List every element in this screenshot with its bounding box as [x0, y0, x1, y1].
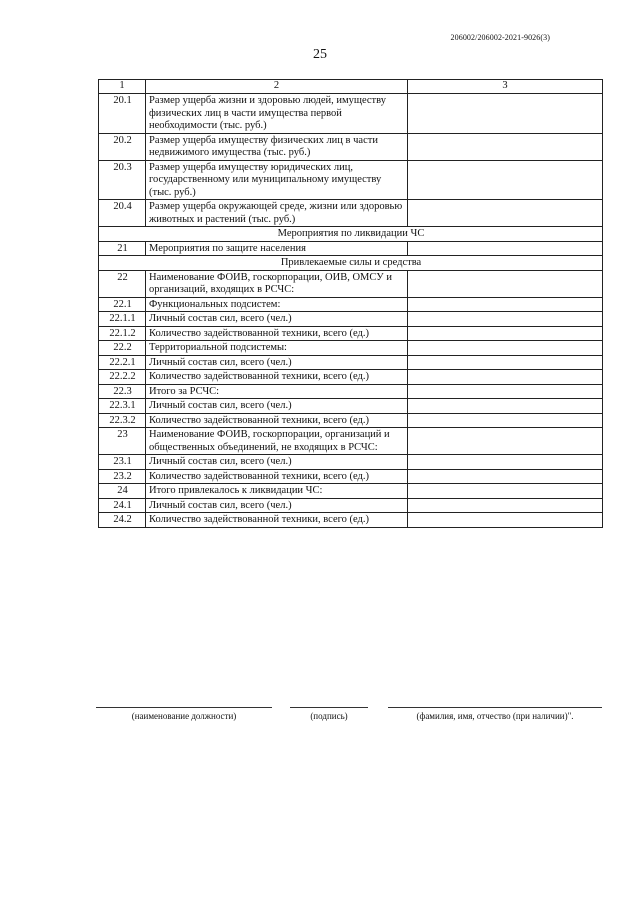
row-description: Количество задействованной техники, всего (ед.) — [146, 326, 408, 341]
table-row — [99, 341, 603, 356]
row-number: 22.1 — [99, 297, 146, 312]
row-description: Количество задействованной техники, всего (ед.) — [146, 413, 408, 428]
row-value-cell — [408, 326, 603, 341]
table-row — [99, 297, 603, 312]
section-title: Привлекаемые силы и средства — [99, 256, 603, 271]
table-row — [99, 455, 603, 470]
page-number: 25 — [313, 47, 327, 62]
row-number: 22.2 — [99, 341, 146, 356]
report-table — [98, 79, 603, 528]
row-description: Функциональных подсистем: — [146, 297, 408, 312]
row-description: Размер ущерба имуществу юридических лиц, государственному или муниципальному имуществу (тыс. руб.) — [146, 160, 408, 200]
row-description: Размер ущерба имуществу физических лиц в части недвижимого имущества (тыс. руб.) — [146, 133, 408, 160]
table-row — [99, 241, 603, 256]
signature-line — [290, 707, 368, 708]
document-id: 206002/206002-2021-9026(3) — [450, 33, 550, 42]
row-value-cell — [408, 513, 603, 528]
row-number: 21 — [99, 241, 146, 256]
row-number: 24.2 — [99, 513, 146, 528]
row-number: 22.2.1 — [99, 355, 146, 370]
row-description: Итого привлекалось к ликвидации ЧС: — [146, 484, 408, 499]
row-description: Размер ущерба жизни и здоровью людей, имуществу физических лиц в части имущества первой необходимости (тыс. руб.) — [146, 94, 408, 134]
table-row — [99, 484, 603, 499]
table-row — [99, 312, 603, 327]
table-row — [99, 428, 603, 455]
column-header-3: 3 — [408, 80, 603, 94]
section-header-row — [99, 227, 603, 242]
column-header-2: 2 — [146, 80, 408, 94]
row-value-cell — [408, 341, 603, 356]
table-row — [99, 270, 603, 297]
table-row — [99, 160, 603, 200]
row-description: Личный состав сил, всего (чел.) — [146, 355, 408, 370]
table-row — [99, 498, 603, 513]
row-number: 23.2 — [99, 469, 146, 484]
table-row — [99, 513, 603, 528]
signature-sign-block — [290, 707, 368, 721]
row-description: Личный состав сил, всего (чел.) — [146, 312, 408, 327]
row-description: Личный состав сил, всего (чел.) — [146, 399, 408, 414]
row-value-cell — [408, 160, 603, 200]
row-value-cell — [408, 312, 603, 327]
row-number: 24.1 — [99, 498, 146, 513]
row-value-cell — [408, 270, 603, 297]
row-number: 22.1.2 — [99, 326, 146, 341]
row-value-cell — [408, 384, 603, 399]
table-row — [99, 200, 603, 227]
row-number: 23 — [99, 428, 146, 455]
row-description: Количество задействованной техники, всего (ед.) — [146, 370, 408, 385]
row-description: Личный состав сил, всего (чел.) — [146, 455, 408, 470]
row-number: 20.2 — [99, 133, 146, 160]
row-description: Наименование ФОИВ, госкорпорации, ОИВ, ОМСУ и организаций, входящих в РСЧС: — [146, 270, 408, 297]
row-value-cell — [408, 200, 603, 227]
table-row — [99, 469, 603, 484]
row-number: 22.3.2 — [99, 413, 146, 428]
table-row — [99, 94, 603, 134]
row-description: Мероприятия по защите населения — [146, 241, 408, 256]
row-number: 20.4 — [99, 200, 146, 227]
row-value-cell — [408, 355, 603, 370]
column-header-1: 1 — [99, 80, 146, 94]
row-value-cell — [408, 455, 603, 470]
position-caption: (наименование должности) — [131, 711, 237, 721]
row-value-cell — [408, 428, 603, 455]
row-number: 22.3 — [99, 384, 146, 399]
row-value-cell — [408, 297, 603, 312]
table-row — [99, 355, 603, 370]
section-header-row — [99, 256, 603, 271]
row-description: Размер ущерба окружающей среде, жизни или здоровью животных и растений (тыс. руб.) — [146, 200, 408, 227]
row-number: 22 — [99, 270, 146, 297]
row-description: Территориальной подсистемы: — [146, 341, 408, 356]
name-caption: (фамилия, имя, отчество (при наличии)". — [416, 711, 574, 721]
row-description: Личный состав сил, всего (чел.) — [146, 498, 408, 513]
row-value-cell — [408, 498, 603, 513]
table-row — [99, 133, 603, 160]
row-description: Наименование ФОИВ, госкорпорации, организаций и общественных объединений, не входящих в РСЧС: — [146, 428, 408, 455]
row-value-cell — [408, 370, 603, 385]
report-table-body — [99, 80, 603, 528]
row-number: 20.1 — [99, 94, 146, 134]
table-row — [99, 370, 603, 385]
table-row — [99, 326, 603, 341]
signature-position-block — [96, 707, 272, 721]
row-description: Количество задействованной техники, всего (ед.) — [146, 513, 408, 528]
row-value-cell — [408, 413, 603, 428]
row-value-cell — [408, 399, 603, 414]
row-number: 20.3 — [99, 160, 146, 200]
table-row — [99, 413, 603, 428]
signature-caption: (подпись) — [310, 711, 348, 721]
row-description: Итого за РСЧС: — [146, 384, 408, 399]
table-row — [99, 384, 603, 399]
row-value-cell — [408, 133, 603, 160]
row-number: 24 — [99, 484, 146, 499]
name-line — [388, 707, 602, 708]
row-number: 22.1.1 — [99, 312, 146, 327]
row-number: 22.3.1 — [99, 399, 146, 414]
row-value-cell — [408, 241, 603, 256]
section-title: Мероприятия по ликвидации ЧС — [99, 227, 603, 242]
table-header-row — [99, 80, 603, 94]
row-value-cell — [408, 469, 603, 484]
signature-name-block — [388, 707, 602, 721]
row-number: 23.1 — [99, 455, 146, 470]
row-description: Количество задействованной техники, всего (ед.) — [146, 469, 408, 484]
table-row — [99, 399, 603, 414]
row-value-cell — [408, 484, 603, 499]
position-line — [96, 707, 272, 708]
row-value-cell — [408, 94, 603, 134]
row-number: 22.2.2 — [99, 370, 146, 385]
